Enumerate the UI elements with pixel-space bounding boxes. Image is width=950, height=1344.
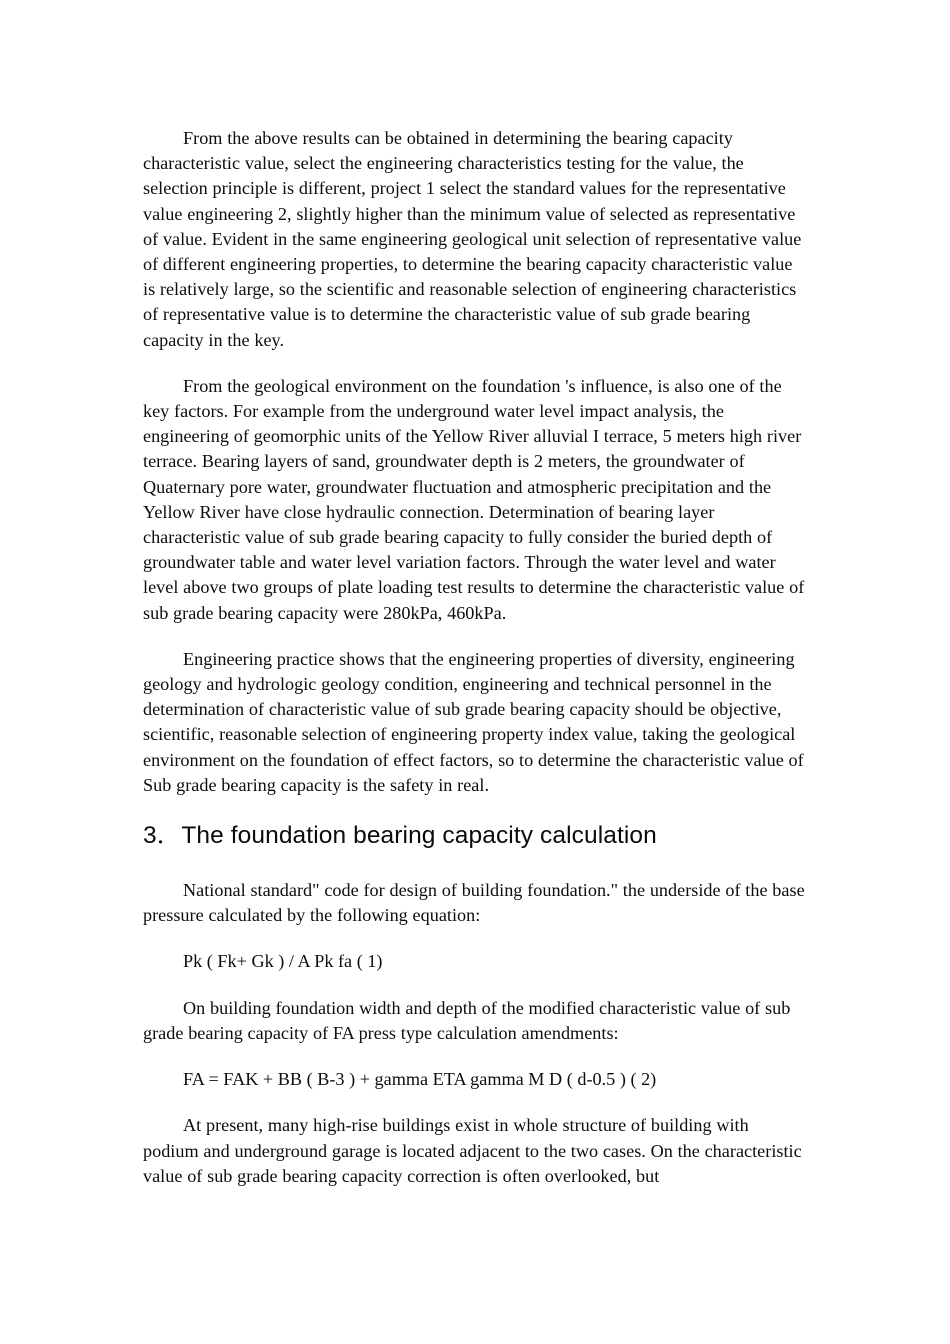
page-content	[143, 126, 808, 1189]
equation-2: FA = FAK + BB ( B-3 ) + gamma ETA gamma M D ( d-0.5 ) ( 2)	[183, 1069, 657, 1090]
paragraph-above-results: From the above results can be obtained in determining the bearing capacity characteristic value, select the engineering characteristics testing for the value, the selection principle is different, project 1 select the standard values for the representative value engineering 2, slightly higher than the minimum value of selected as representative of value. Evident in the same engineering geological unit selection of representative value of different engineering properties, to determine the bearing capacity characteristic value is relatively large, so the scientific and reasonable selection of engineering characteristics of representative value is to determine the characteristic value of sub grade bearing capacity in the key.	[143, 128, 802, 350]
equation-1: Pk ( Fk+ Gk ) / A Pk fa ( 1)	[183, 951, 383, 972]
paragraph-foundation-width-depth: On building foundation width and depth of the modified characteristic value of sub grade bearing capacity of FA press type calculation amendments:	[143, 997, 791, 1043]
paragraph-national-standard: National standard" code for design of building foundation." the underside of the base pressure calculated by the following equation:	[143, 880, 805, 926]
paragraph-geological-environment: From the geological environment on the foundation 's influence, is also one of the key factors. For example from the underground water level impact analysis, the engineering of geomorphic units of the Yellow River alluvial I terrace, 5 meters high river terrace. Bearing layers of sand, groundwater depth is 2 meters, the groundwater of Quaternary pore water, groundwater fluctuation and atmospheric precipitation and the Yellow River have close hydraulic connection. Determination of bearing layer characteristic value of sub grade bearing capacity to fully consider the buried depth of groundwater table and water level variation factors. Through the water level and water level above two groups of plate loading test results to determine the characteristic value of sub grade bearing capacity were 280kPa, 460kPa.	[143, 375, 805, 623]
paragraph-high-rise-buildings: At present, many high-rise buildings exist in whole structure of building with podium and underground garage is located adjacent to the two cases. On the characteristic value of sub grade bearing capacity correction is often overlooked, but	[143, 1115, 802, 1186]
paragraph-engineering-practice: Engineering practice shows that the engineering properties of diversity, engineering geology and hydrologic geology condition, engineering and technical personnel in the determination of characteristic value of sub grade bearing capacity should be objective, scientific, reasonable selection of engineering property index value, taking the geological environment on the foundation of effect factors, so to determine the characteristic value of Sub grade bearing capacity is the safety in real.	[143, 648, 804, 795]
section-heading-3: 3．The foundation bearing capacity calculation	[143, 822, 657, 850]
